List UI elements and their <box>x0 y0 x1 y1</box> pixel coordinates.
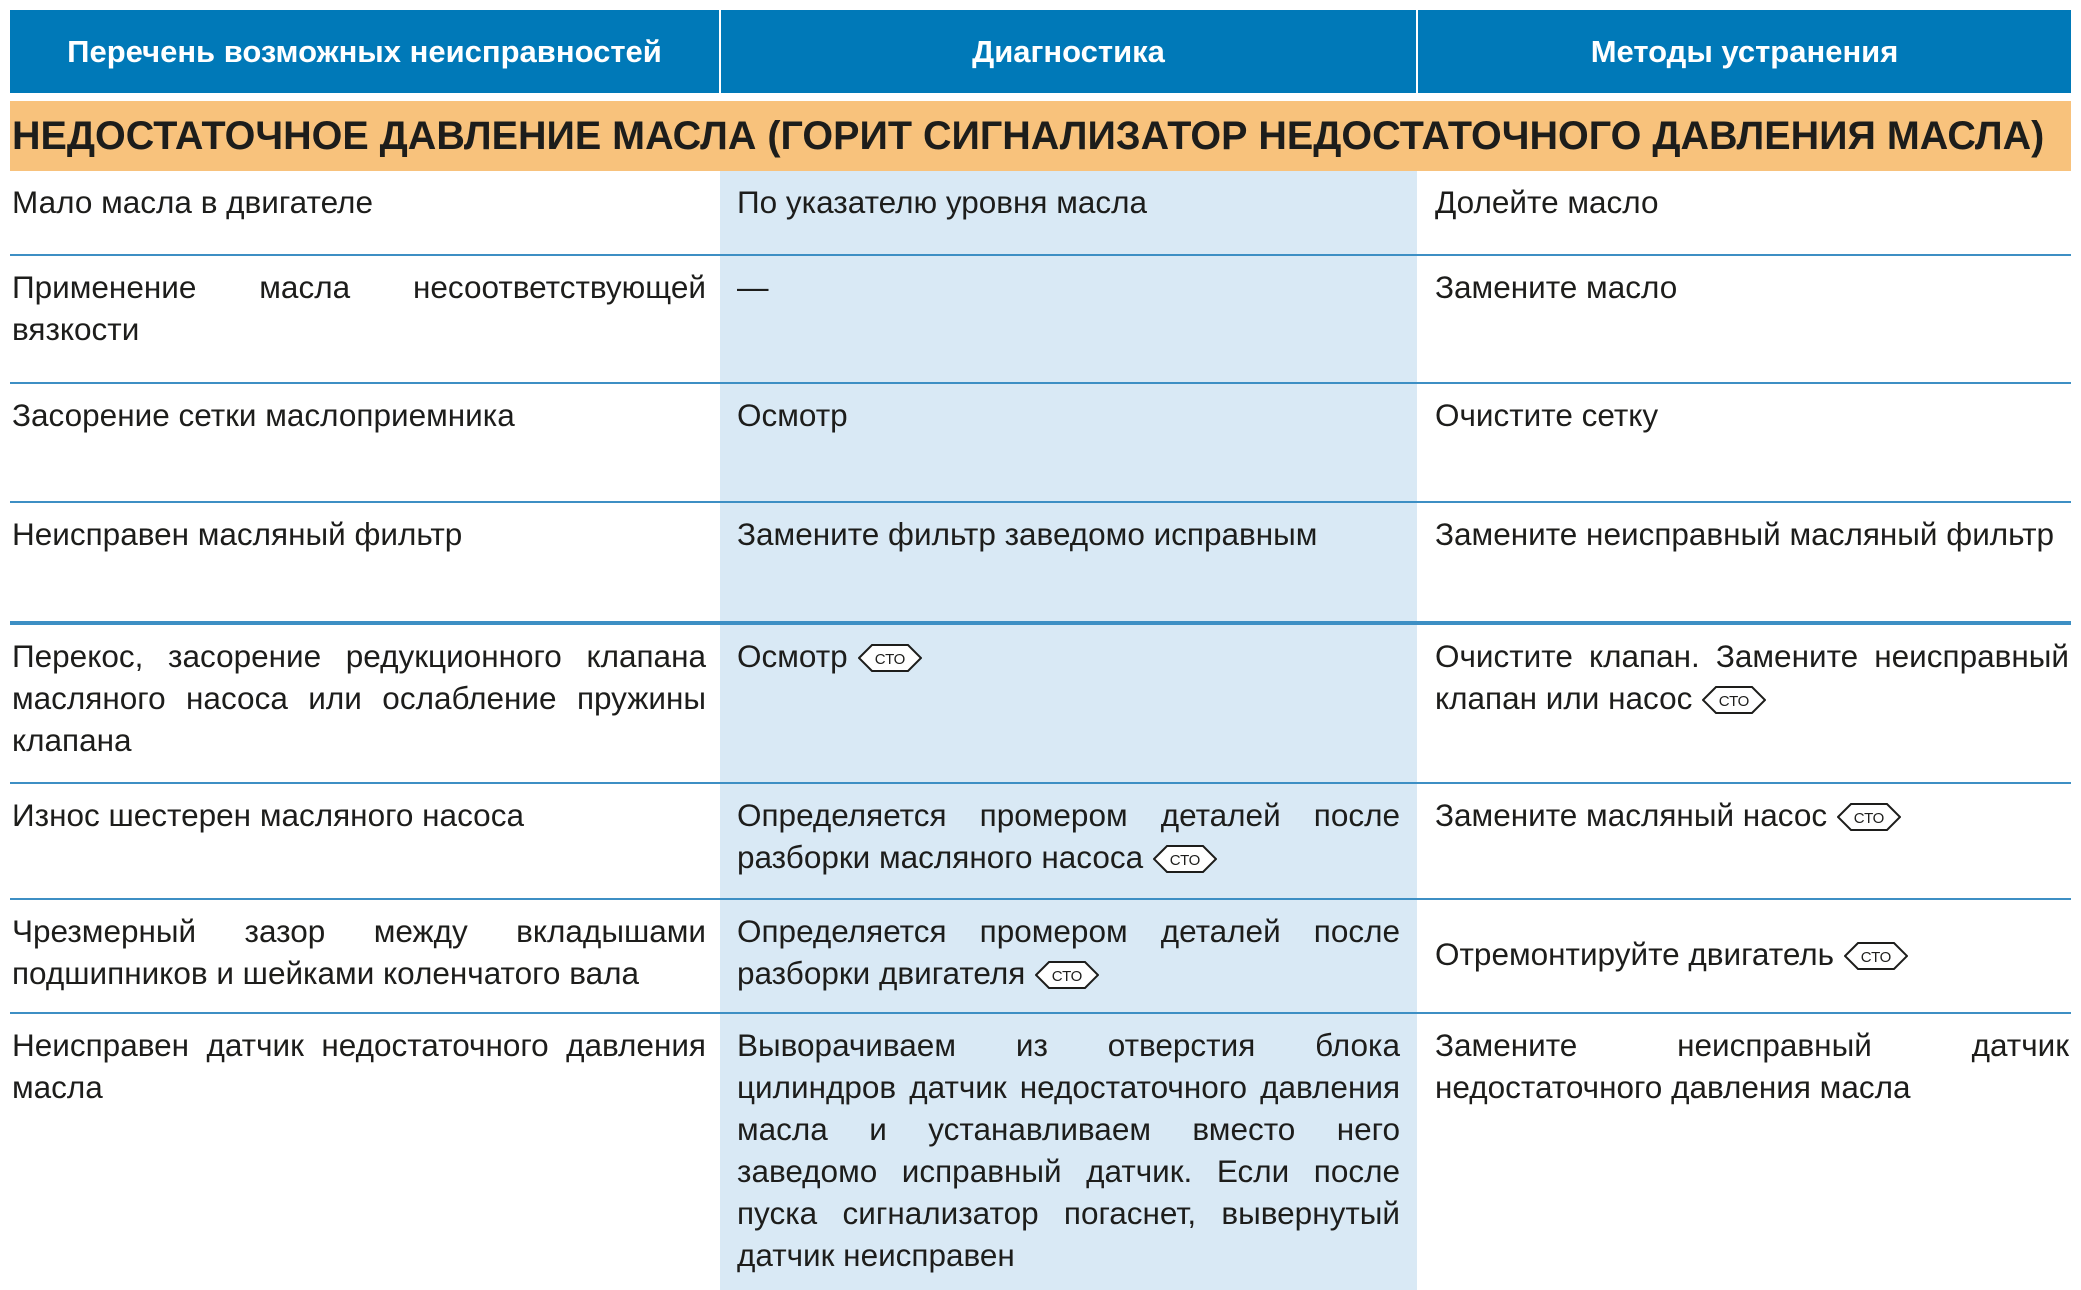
header-row <box>10 10 2071 97</box>
badge-label: СТО <box>1719 693 1750 710</box>
fault-cell: Применение масла несоответствующей вязкости <box>10 255 720 383</box>
remedy-cell: Замените неисправный датчик недостаточного давления масла <box>1435 1027 2069 1105</box>
service-station-badge-icon <box>858 643 922 673</box>
badge-label: СТО <box>1052 968 1083 985</box>
remedy-text: Отремонтируйте двигатель <box>1435 936 1835 972</box>
service-station-badge-icon <box>1844 941 1908 971</box>
table-row <box>10 1013 2071 1290</box>
service-station-badge-icon <box>1837 802 1901 832</box>
diagnostics-cell <box>720 623 1417 783</box>
fault-cell: Засорение сетки маслоприемника <box>10 383 720 502</box>
header-faults: Перечень возможных неисправностей <box>10 10 720 97</box>
table-row <box>10 783 2071 899</box>
fault-cell: Неисправен датчик недостаточного давления масла <box>12 1027 706 1105</box>
diagnostics-cell: Выворачиваем из отверстия блока цилиндров датчик недостаточного давления масла и устанавливаем вместо него заведомо исправный датчик. Если после пуска сигнализатор погаснет, вывернутый датчик неисправен <box>720 1013 1417 1290</box>
remedy-cell <box>1417 899 2071 1013</box>
header-diagnostics: Диагностика <box>720 10 1417 97</box>
remedy-cell: Замените масло <box>1417 255 2071 383</box>
remedy-cell: Замените неисправный масляный фильтр <box>1417 502 2071 623</box>
fault-cell: Перекос, засорение редукционного клапана масляного насоса или ослабление пружины клапана <box>10 623 720 783</box>
badge-label: СТО <box>1169 852 1201 869</box>
badge-label: СТО <box>1860 949 1892 966</box>
fault-cell: Неисправен масляный фильтр <box>10 502 720 623</box>
remedy-text: Замените масляный насос <box>1435 797 1828 833</box>
diagnostics-cell: — <box>720 255 1417 383</box>
diagnostics-cell: Замените фильтр заведомо исправным <box>720 502 1417 623</box>
troubleshooting-table <box>10 10 2071 1290</box>
fault-cell: Износ шестерен масляного насоса <box>10 783 720 899</box>
badge-label: СТО <box>874 651 905 668</box>
diagnostics-cell: Осмотр <box>720 383 1417 502</box>
remedy-cell: Очистите сетку <box>1417 383 2071 502</box>
table-row <box>10 899 2071 1013</box>
service-station-badge-icon <box>1035 960 1099 990</box>
diagnostics-text: Определяется промером деталей после разборки масляного насоса <box>737 797 1400 875</box>
section-row <box>10 97 2071 171</box>
remedy-cell <box>1417 623 2071 783</box>
diagnostics-cell <box>720 899 1417 1013</box>
badge-label: СТО <box>1853 810 1885 827</box>
diagnostics-cell: По указателю уровня масла <box>720 171 1417 255</box>
diagnostics-text: Осмотр <box>737 638 848 674</box>
diagnostics-text: Определяется промером деталей после разборки двигателя <box>737 913 1400 991</box>
service-station-badge-icon <box>1153 844 1217 874</box>
remedy-cell: Долейте масло <box>1417 171 2071 255</box>
remedy-text: Очистите клапан. Замените неисправный клапан или насос <box>1435 638 2069 716</box>
remedy-cell <box>1417 783 2071 899</box>
table-row <box>10 383 2071 502</box>
table-row <box>10 171 2071 255</box>
table-row <box>10 255 2071 383</box>
table-row <box>10 502 2071 623</box>
fault-cell: Мало масла в двигателе <box>10 171 720 255</box>
fault-cell: Чрезмерный зазор между вкладышами подшипников и шейками коленчатого вала <box>10 899 720 1013</box>
header-remedies: Методы устранения <box>1417 10 2071 97</box>
section-title: НЕДОСТАТОЧНОЕ ДАВЛЕНИЕ МАСЛА (ГОРИТ СИГНАЛИЗАТОР НЕДОСТАТОЧНОГО ДАВЛЕНИЯ МАСЛА) <box>10 97 2071 171</box>
table-row <box>10 623 2071 783</box>
diagnostics-cell <box>720 783 1417 899</box>
service-station-badge-icon <box>1702 685 1766 715</box>
